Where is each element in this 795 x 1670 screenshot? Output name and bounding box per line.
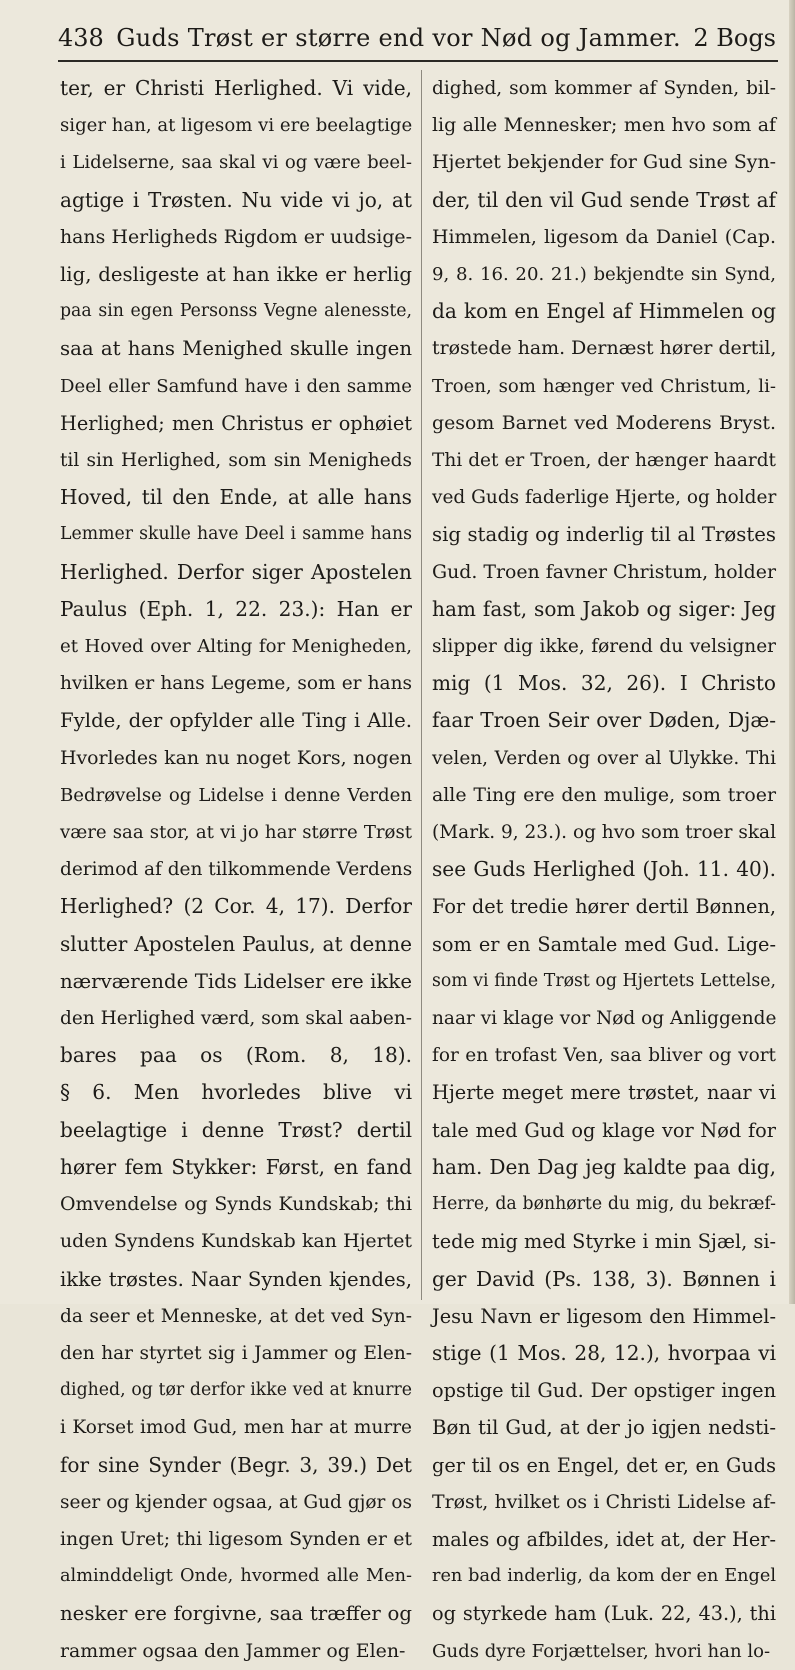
- left-column-line: Fylde, der opfylder alle Ting i Alle.: [60, 709, 412, 733]
- right-column-line: males og afbildes, idet at, der Her-: [432, 1527, 776, 1551]
- right-column-line: mig (1 Mos. 32, 26). I Christo: [432, 671, 776, 696]
- left-column-line: ter, er Christi Herlighed. Vi vide,: [60, 76, 412, 100]
- right-column-line: og styrkede ham (Luk. 22, 43.), thi: [432, 1602, 776, 1626]
- right-column-line: ger David (Ps. 138, 3). Bønnen i: [432, 1266, 776, 1291]
- left-column-line: for sine Synder (Begr. 3, 39.) Det: [60, 1452, 412, 1477]
- left-column-line: Lemmer skulle have Deel i samme hans: [60, 524, 412, 545]
- header-rule: [58, 60, 778, 62]
- left-column-line: til sin Herlighed, som sin Menigheds: [60, 450, 412, 472]
- left-column-line: saa at hans Menighed skulle ingen: [60, 337, 412, 361]
- left-column-line: ingen Uret; thi ligesom Synden er et: [60, 1527, 412, 1550]
- left-column-line: Deel eller Samfund have i den samme: [60, 375, 412, 397]
- left-column-line: da seer et Menneske, at det ved Syn-: [60, 1305, 412, 1327]
- left-column-line: nesker ere forgivne, saa træffer og: [60, 1602, 412, 1626]
- left-column-line: i Korset imod Gud, men har at murre: [60, 1417, 412, 1439]
- right-column-line: tede mig med Styrke i min Sjæl, si-: [432, 1230, 777, 1254]
- left-column-line: § 6. Men hvorledes blive vi: [60, 1080, 412, 1105]
- right-column-line: Gud. Troen favner Christum, holder: [432, 560, 776, 583]
- left-column-line: hans Herligheds Rigdom er uudsige-: [60, 225, 412, 248]
- page-header: [58, 18, 776, 58]
- left-column-line: derimod af den tilkommende Verdens: [60, 859, 413, 881]
- right-column-line: Trøst, hvilket os i Christi Lidelse af-: [432, 1490, 776, 1513]
- right-column-line: opstige til Gud. Der opstiger ingen: [432, 1379, 776, 1403]
- left-column-line: Hvorledes kan nu noget Kors, nogen: [60, 746, 412, 769]
- right-column-line: see Guds Herlighed (Joh. 11. 40).: [432, 857, 776, 882]
- left-column-line: bares paa os (Rom. 8, 18).: [60, 1043, 412, 1068]
- page-edge: [789, 0, 795, 1304]
- left-column-line: alminddeligt Onde, hvormed alle Men-: [60, 1566, 412, 1587]
- right-column-line: (Mark. 9, 23.). og hvo som troer skal: [432, 822, 776, 844]
- right-column-line: Himmelen, ligesom da Daniel (Cap.: [432, 225, 776, 248]
- right-column-line: velen, Verden og over al Ulykke. Thi: [432, 747, 776, 769]
- right-column-line: ren bad inderlig, da kom der en Engel: [432, 1566, 776, 1587]
- right-column-line: Bøn til Gud, at der jo igjen nedsti-: [432, 1416, 776, 1440]
- right-column-line: da kom en Engel af Himmelen og: [432, 299, 776, 324]
- right-column-line: For det tredie hører dertil Bønnen,: [432, 895, 776, 919]
- right-column: [432, 70, 777, 1662]
- left-column-line: Herlighed. Derfor siger Apostelen: [60, 559, 412, 584]
- right-column-line: som vi finde Trøst og Hjertets Lettelse,: [432, 970, 776, 991]
- right-column-line: lig alle Mennesker; men hvo som af: [432, 114, 776, 137]
- right-column-line: Herre, da bønhørte du mig, du bekræf-: [432, 1194, 776, 1215]
- left-column-line: Omvendelse og Synds Kundskab; thi: [60, 1193, 412, 1216]
- page-number: 438: [58, 24, 104, 52]
- left-column-line: nærværende Tids Lidelser ere ikke: [60, 969, 412, 993]
- left-column-line: den har styrtet sig i Jammer og Elen-: [60, 1342, 412, 1364]
- left-column-line: seer og kjender ogsaa, at Gud gjør os: [60, 1491, 412, 1513]
- right-column-line: ham fast, som Jakob og siger: Jeg: [432, 596, 776, 621]
- left-column-line: hører fem Stykker: Først, en fand: [60, 1154, 412, 1179]
- right-column-line: Thi det er Troen, der hænger haardt: [432, 450, 776, 472]
- left-column-line: paa sin egen Personss Vegne alenesste,: [60, 301, 412, 322]
- right-column-line: Hjerte meget mere trøstet, naar vi: [432, 1081, 776, 1105]
- left-column-line: rammer ogsaa den Jammer og Elen-: [60, 1639, 406, 1662]
- left-column-line: være saa stor, at vi jo har større Trøst: [60, 822, 412, 844]
- right-column-line: Hjertet bekjender for Gud sine Syn-: [432, 151, 776, 174]
- right-column-line: som er en Samtale med Gud. Lige-: [432, 932, 776, 956]
- left-column-line: i Lidelserne, saa skal vi og være beel-: [60, 152, 412, 174]
- right-column-line: Guds dyre Forjættelser, hvori han lo-: [432, 1640, 771, 1662]
- left-column-line: Herlighed? (2 Cor. 4, 17). Derfor: [60, 894, 412, 919]
- right-column-line: Troen, som hænger ved Christum, li-: [432, 375, 776, 397]
- right-column-line: alle Ting ere den mulige, som troer: [432, 783, 776, 806]
- left-column-line: Hoved, til den Ende, at alle hans: [60, 485, 412, 510]
- left-column-line: slutter Apostelen Paulus, at denne: [60, 931, 412, 956]
- right-column-line: trøstede ham. Dernæst hører dertil,: [432, 337, 777, 360]
- right-column-line: naar vi klage vor Nød og Anliggende: [432, 1008, 777, 1030]
- right-column-line: tale med Gud og klage vor Nød for: [432, 1118, 776, 1142]
- left-column-line: siger han, at ligesom vi ere beelagtige: [60, 115, 413, 137]
- right-column-line: sig stadig og inderlig til al Trøstes: [432, 523, 776, 547]
- right-column-line: ham. Den Dag jeg kaldte paa dig,: [432, 1154, 776, 1179]
- right-column-line: ved Guds faderlige Hjerte, og holder: [432, 487, 777, 509]
- right-column-line: ger til os en Engel, det er, en Guds: [432, 1453, 776, 1477]
- left-column-line: lig, desligeste at han ikke er herlig: [60, 263, 412, 287]
- left-column-line: dighed, og tør derfor ikke ved at knurre: [60, 1380, 412, 1401]
- left-column-line: Herlighed; men Christus er ophøiet: [60, 411, 412, 435]
- running-title: Guds Trøst er større end vor Nød og Jammer.: [116, 24, 681, 52]
- right-column-line: gesom Barnet ved Moderens Bryst.: [432, 411, 776, 434]
- left-column-line: Bedrøvelse og Lidelse i denne Verden: [60, 784, 412, 806]
- left-column-line: den Herlighed værd, som skal aaben-: [60, 1008, 412, 1030]
- left-column-line: uden Syndens Kundskab kan Hjertet: [60, 1230, 412, 1253]
- left-column-line: agtige i Trøsten. Nu vide vi jo, at: [60, 187, 412, 212]
- left-column-line: Paulus (Eph. 1, 22. 23.): Han er: [60, 596, 412, 621]
- left-column-line: et Hoved over Alting for Menigheden,: [60, 636, 412, 658]
- left-column-line: ikke trøstes. Naar Synden kjendes,: [60, 1267, 412, 1291]
- right-column-line: stige (1 Mos. 28, 12.), hvorpaa vi: [432, 1340, 776, 1365]
- left-column: [60, 70, 413, 1662]
- right-column-line: der, til den vil Gud sende Trøst af: [432, 187, 776, 212]
- right-column-line: 9, 8. 16. 20. 21.) bekjendte sin Synd,: [432, 264, 776, 286]
- right-column-line: for en trofast Ven, saa bliver og vort: [432, 1045, 776, 1067]
- right-column-line: dighed, som kommer af Synden, bil-: [432, 78, 776, 99]
- left-column-line: beelagtige i denne Trøst? dertil: [60, 1117, 412, 1142]
- right-column-line: faar Troen Seir over Døden, Djæ-: [432, 708, 776, 733]
- right-column-line: Jesu Navn er ligesom den Himmel-: [432, 1304, 776, 1328]
- book-marker: 2 Bogs: [693, 24, 776, 52]
- column-divider: [421, 70, 422, 1300]
- left-column-line: hvilken er hans Legeme, som er hans: [60, 673, 412, 695]
- right-column-line: slipper dig ikke, førend du velsigner: [432, 636, 776, 658]
